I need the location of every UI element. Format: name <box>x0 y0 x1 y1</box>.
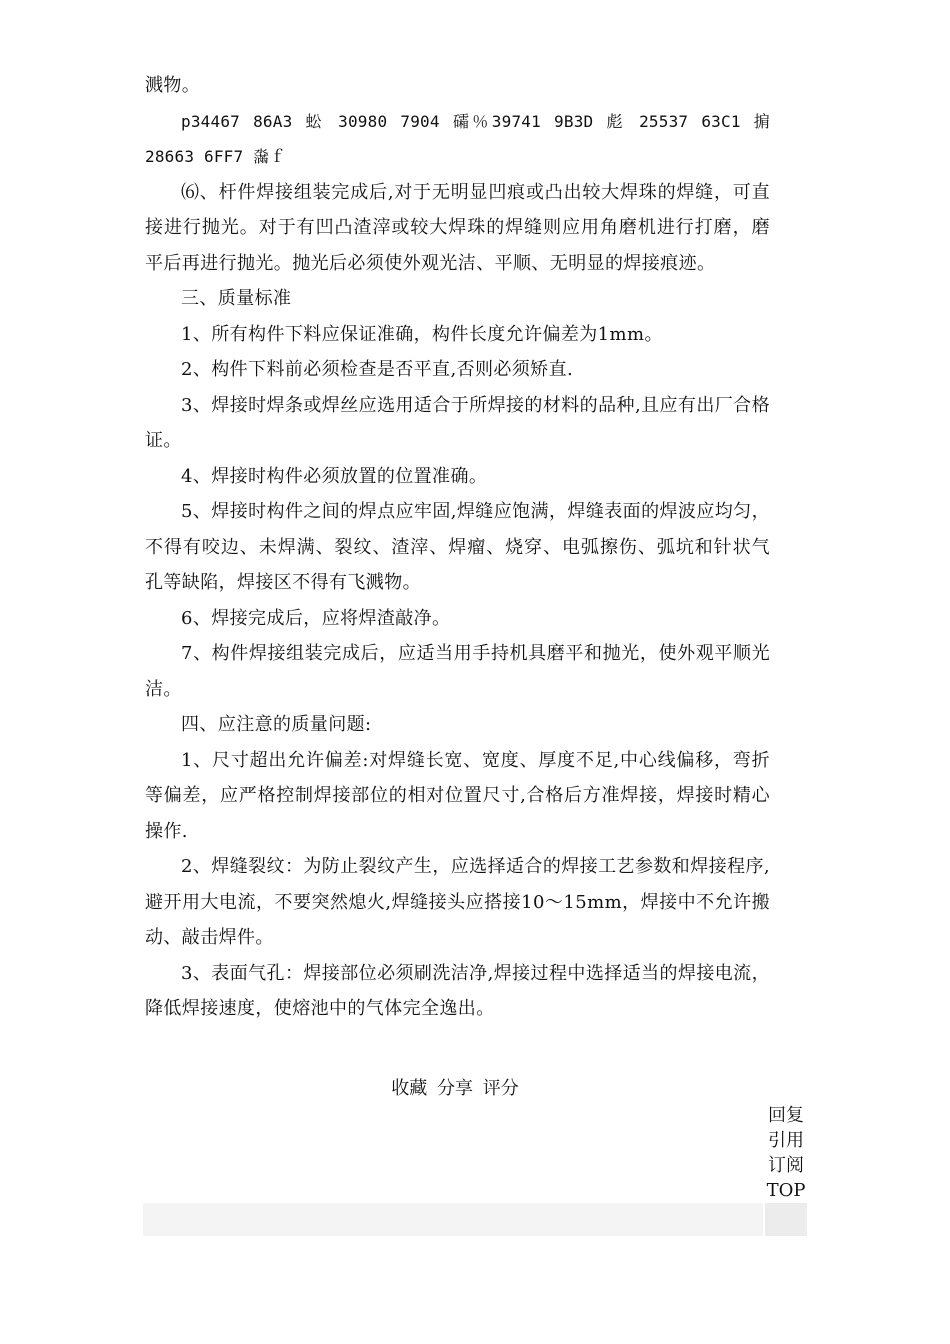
paragraph: 2、构件下料前必须检查是否平直,否则必须矫直. <box>181 359 574 380</box>
paragraph: 2、焊缝裂纹：为防止裂纹产生，应选择适合的焊接工艺参数和焊接程序,避开用大电流，不要突然熄火,焊缝接头应搭接10～15mm，焊接中不允许搬动、敲击焊件。 <box>145 856 770 948</box>
post-footer-bar-right <box>765 1203 807 1236</box>
paragraph: p34467 86A3 蚣 30980 7904 礵％39741 9B3D 彪 25537 63C1 掮 28663 6FF7 濷ｆ <box>145 111 770 166</box>
paragraph: 溅物。 <box>145 75 201 96</box>
collect-link[interactable]: 收藏 <box>391 1078 428 1099</box>
paragraph: 3、表面气孔：焊接部位必须刷洗洁净,焊接过程中选择适当的焊接电流，降低焊接速度，使熔池中的气体完全逸出。 <box>145 962 770 1019</box>
paragraph: 三、质量标准 <box>181 288 292 309</box>
quote-link[interactable]: 引用 <box>768 1130 804 1151</box>
paragraph: 4、焊接时构件必须放置的位置准确。 <box>181 465 488 487</box>
paragraph: 5、焊接时构件之间的焊点应牢固,焊缝应饱满，焊缝表面的焊波应均匀，不得有咬边、未焊满、裂纹、渣滓、焊瘤、烧穿、电弧擦伤、弧坑和针状气孔等缺陷，焊接区不得有飞溅物。 <box>145 501 770 593</box>
post-footer-bar <box>143 1203 763 1236</box>
paragraph: 6、焊接完成后，应将焊渣敲净。 <box>181 607 451 629</box>
paragraph: 1、尺寸超出允许偏差:对焊缝长宽、宽度、厚度不足,中心线偏移，弯折等偏差，应严格控制焊接部位的相对位置尺寸,合格后方准焊接，焊接时精心操作. <box>145 749 770 842</box>
rate-link[interactable]: 评分 <box>482 1078 519 1099</box>
post-side-links <box>765 1103 807 1203</box>
reply-link[interactable]: 回复 <box>768 1105 804 1126</box>
post-actions <box>145 1074 765 1100</box>
subscribe-link[interactable]: 订阅 <box>768 1155 804 1176</box>
paragraph: 四、应注意的质量问题: <box>181 714 372 735</box>
share-link[interactable]: 分享 <box>437 1078 473 1099</box>
back-to-top-link[interactable]: TOP <box>766 1180 806 1201</box>
paragraph: 7、构件焊接组装完成后，应适当用手持机具磨平和抛光，使外观平顺光洁。 <box>145 643 770 700</box>
paragraph: ⑹、杆件焊接组装完成后,对于无明显凹痕或凸出较大焊珠的焊缝，可直接进行抛光。对于有凹凸渣滓或较大焊珠的焊缝则应用角磨机进行打磨，磨平后再进行抛光。抛光后必须使外观光洁、平顺、无明显的焊接痕迹。 <box>145 181 770 274</box>
paragraph: 3、焊接时焊条或焊丝应选用适合于所焊接的材料的品种,且应有出厂合格证。 <box>145 394 770 451</box>
article-body <box>145 68 770 1027</box>
paragraph: 1、所有构件下料应保证准确，构件长度允许偏差为1mm。 <box>181 323 663 345</box>
